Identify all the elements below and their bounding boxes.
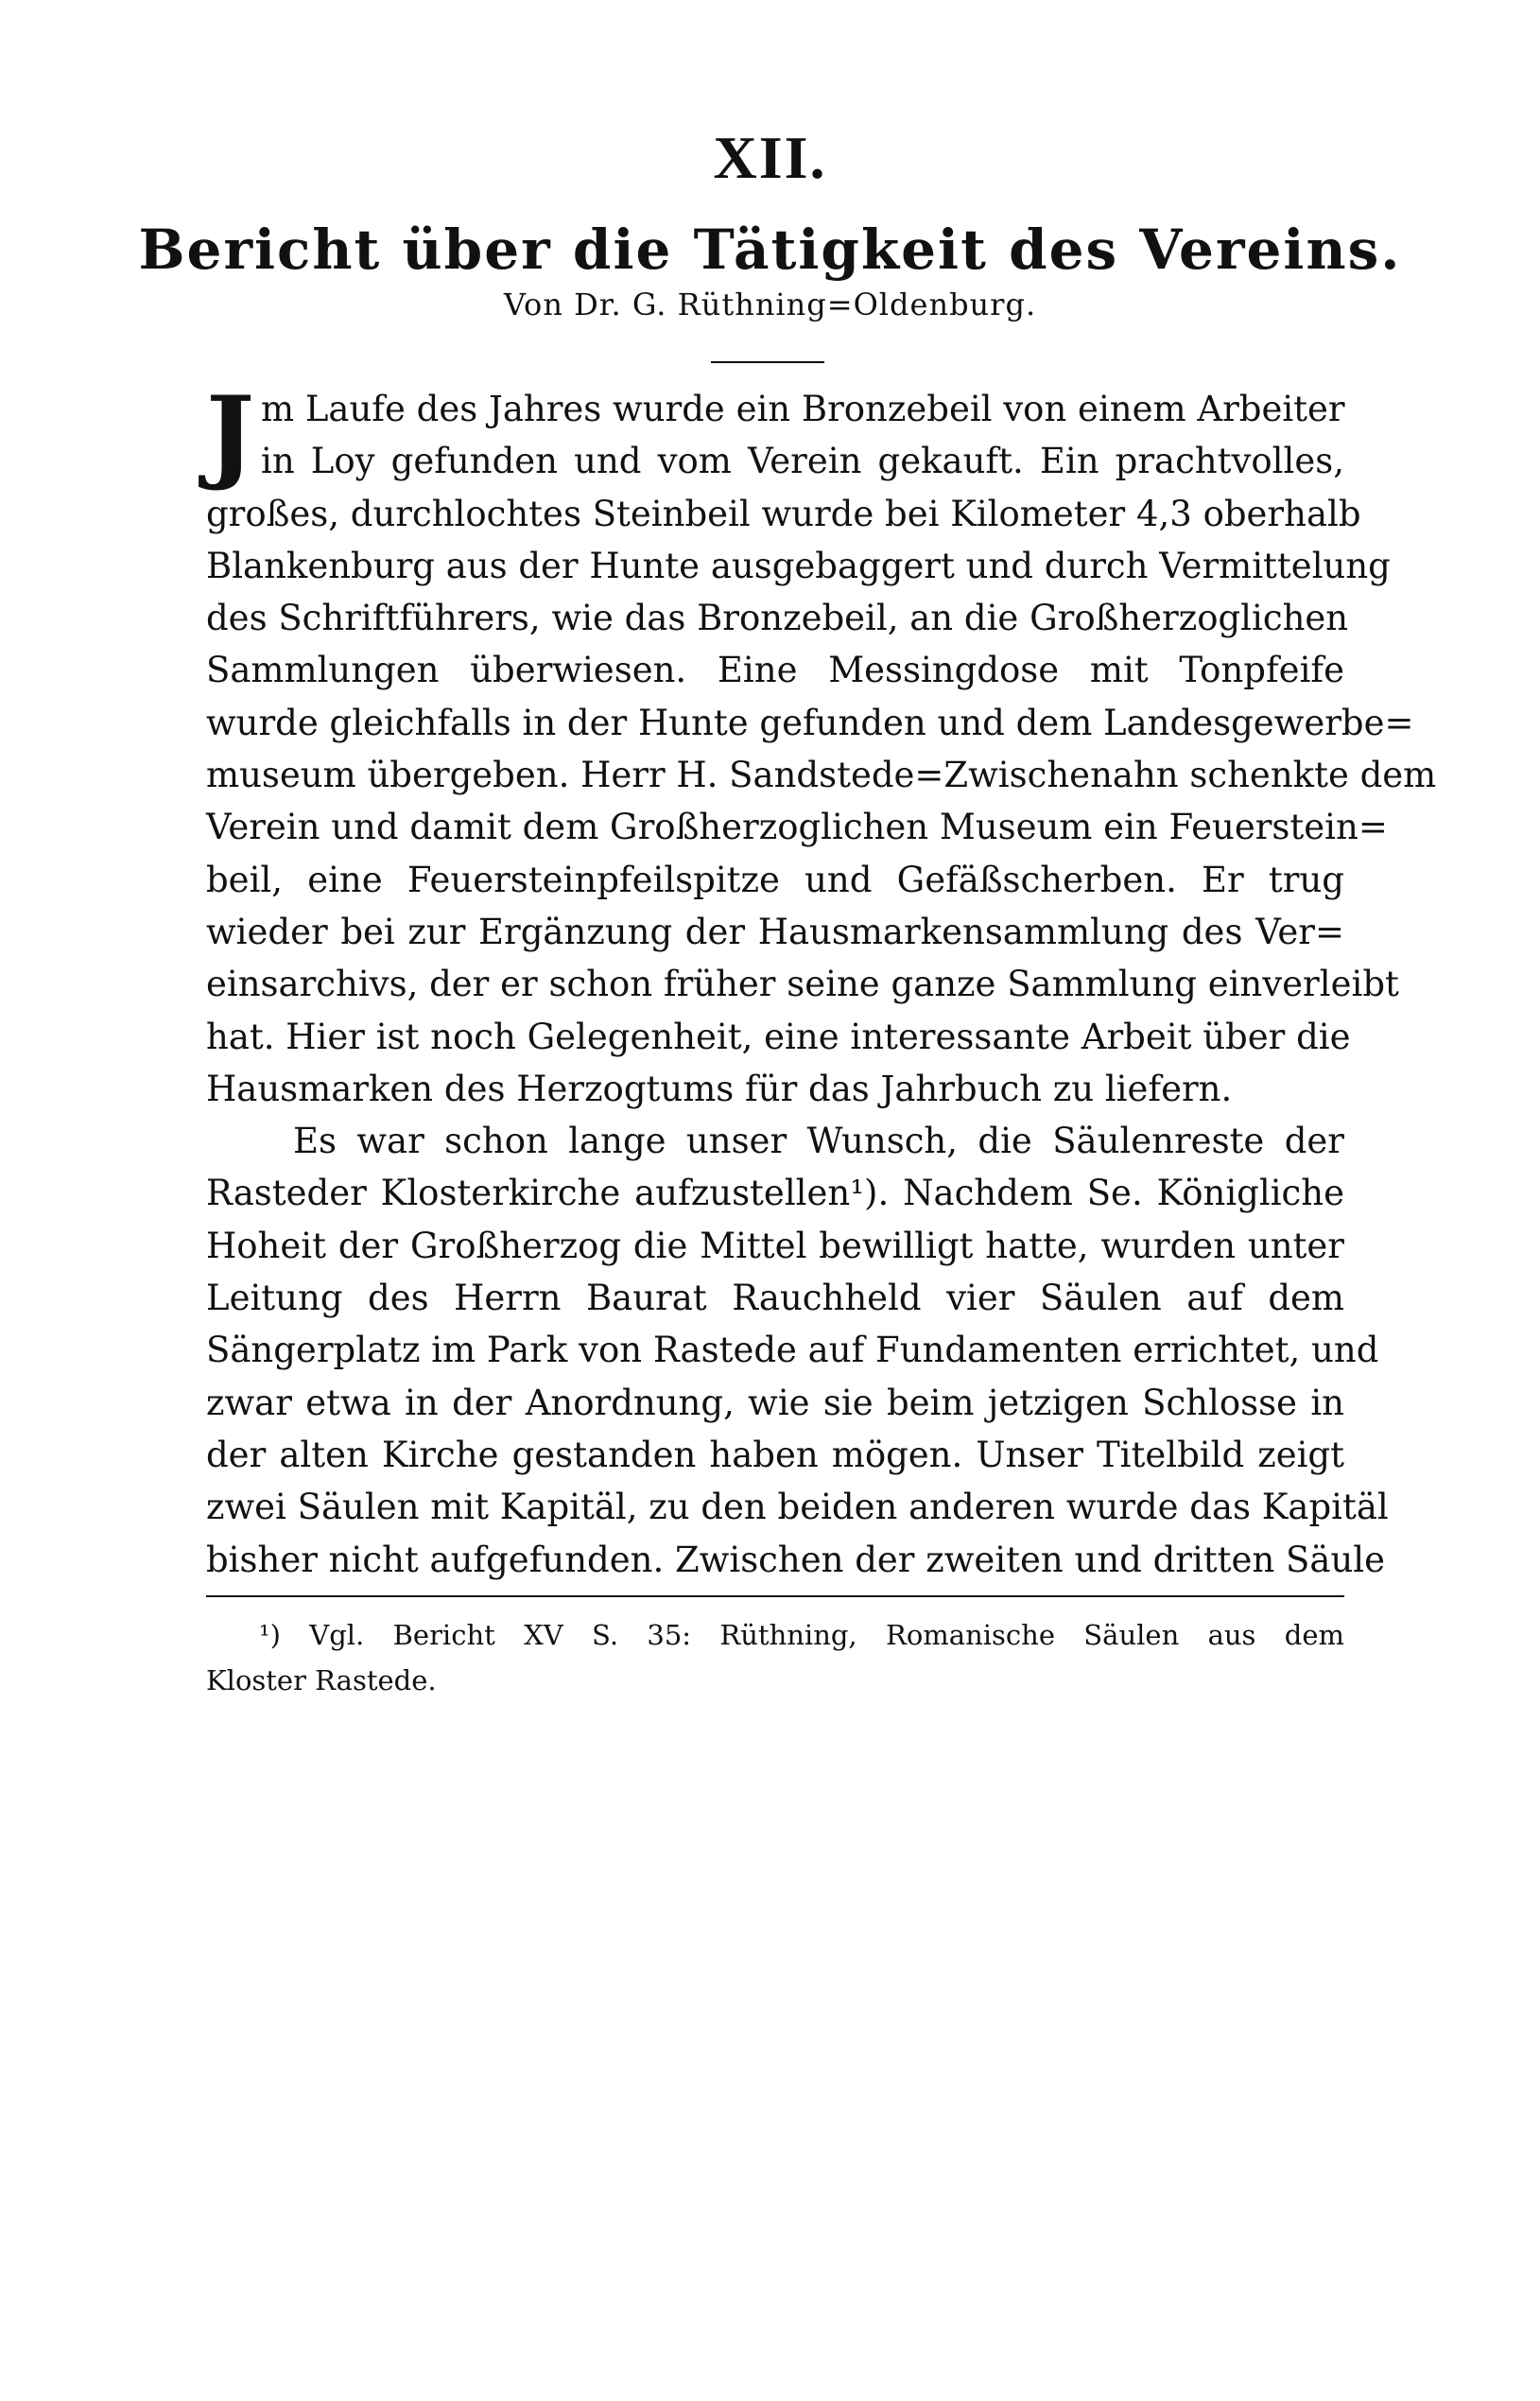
text-line: beil, eine Feuersteinpfeilspitze und Gefäßscherben. Er trug [206, 859, 1344, 900]
footnote-line: ¹) Vgl. Bericht XV S. 35: Rüthning, Romanische Säulen aus dem [259, 1619, 1344, 1651]
text-line: hat. Hier ist noch Gelegenheit, eine interessante Arbeit über die [206, 1016, 1351, 1057]
chapter-author: Von Dr. G. Rüthning=Oldenburg. [503, 287, 1037, 322]
text-line: Sammlungen überwiesen. Eine Messingdose mit Tonpfeife [206, 650, 1344, 691]
text-line: zwei Säulen mit Kapitäl, zu den beiden anderen wurde das Kapitäl [206, 1487, 1389, 1528]
text-line: einsarchivs, der er schon früher seine ganze Sammlung einverleibt [206, 964, 1399, 1005]
text-line: wieder bei zur Ergänzung der Hausmarkensammlung des Ver= [206, 911, 1344, 952]
paragraph-1 [206, 374, 1437, 1115]
text-line: der alten Kirche gestanden haben mögen. Unser Titelbild zeigt [206, 1434, 1344, 1475]
text-line: Sängerplatz im Park von Rastede auf Fundamenten errichtet, und [206, 1330, 1379, 1371]
text-line: großes, durchlochtes Steinbeil wurde bei Kilometer 4,3 oberhalb [206, 493, 1361, 534]
text-line: Leitung des Herrn Baurat Rauchheld vier Säulen auf dem [206, 1278, 1344, 1319]
text-line: Hausmarken des Herzogtums für das Jahrbuch zu liefern. [206, 1068, 1233, 1109]
footnote [206, 1612, 1344, 1703]
text-line: Rasteder Klosterkirche aufzustellen¹). Nachdem Se. Königliche [206, 1173, 1344, 1214]
text-line: des Schriftführers, wie das Bronzebeil, an die Großherzoglichen [206, 598, 1349, 639]
text-line: Verein und damit dem Großherzoglichen Museum ein Feuerstein= [206, 807, 1388, 848]
drop-cap-letter: J [206, 374, 255, 494]
text-line: Blankenburg aus der Hunte ausgebaggert und durch Vermittelung [206, 545, 1391, 586]
text-line: wurde gleichfalls in der Hunte gefunden und dem Landesgewerbe= [206, 702, 1414, 743]
text-line: bisher nicht aufgefunden. Zwischen der zweiten und dritten Säule [206, 1539, 1385, 1580]
chapter-title: Bericht über die Tätigkeit des Vereins. [138, 217, 1402, 282]
title-divider [711, 361, 824, 363]
text-line: Hoheit der Großherzog die Mittel bewilligt hatte, wurden unter [206, 1225, 1344, 1266]
chapter-number: XII. [713, 124, 827, 191]
text-line: in Loy gefunden und vom Verein gekauft. Ein prachtvolles, [261, 441, 1344, 482]
main-text [206, 374, 1437, 1586]
paragraph-2 [206, 1115, 1389, 1586]
text-line: Es war schon lange unser Wunsch, die Säulenreste der [293, 1121, 1344, 1162]
text-line: museum übergeben. Herr H. Sandstede=Zwischenahn schenkte dem [206, 755, 1437, 796]
footnote-line: Kloster Rastede. [206, 1664, 437, 1696]
text-line: zwar etwa in der Anordnung, wie sie beim jetzigen Schlosse in [206, 1382, 1344, 1423]
text-line: m Laufe des Jahres wurde ein Bronzebeil von einem Arbeiter [261, 389, 1345, 429]
footnote-divider [206, 1595, 1344, 1597]
